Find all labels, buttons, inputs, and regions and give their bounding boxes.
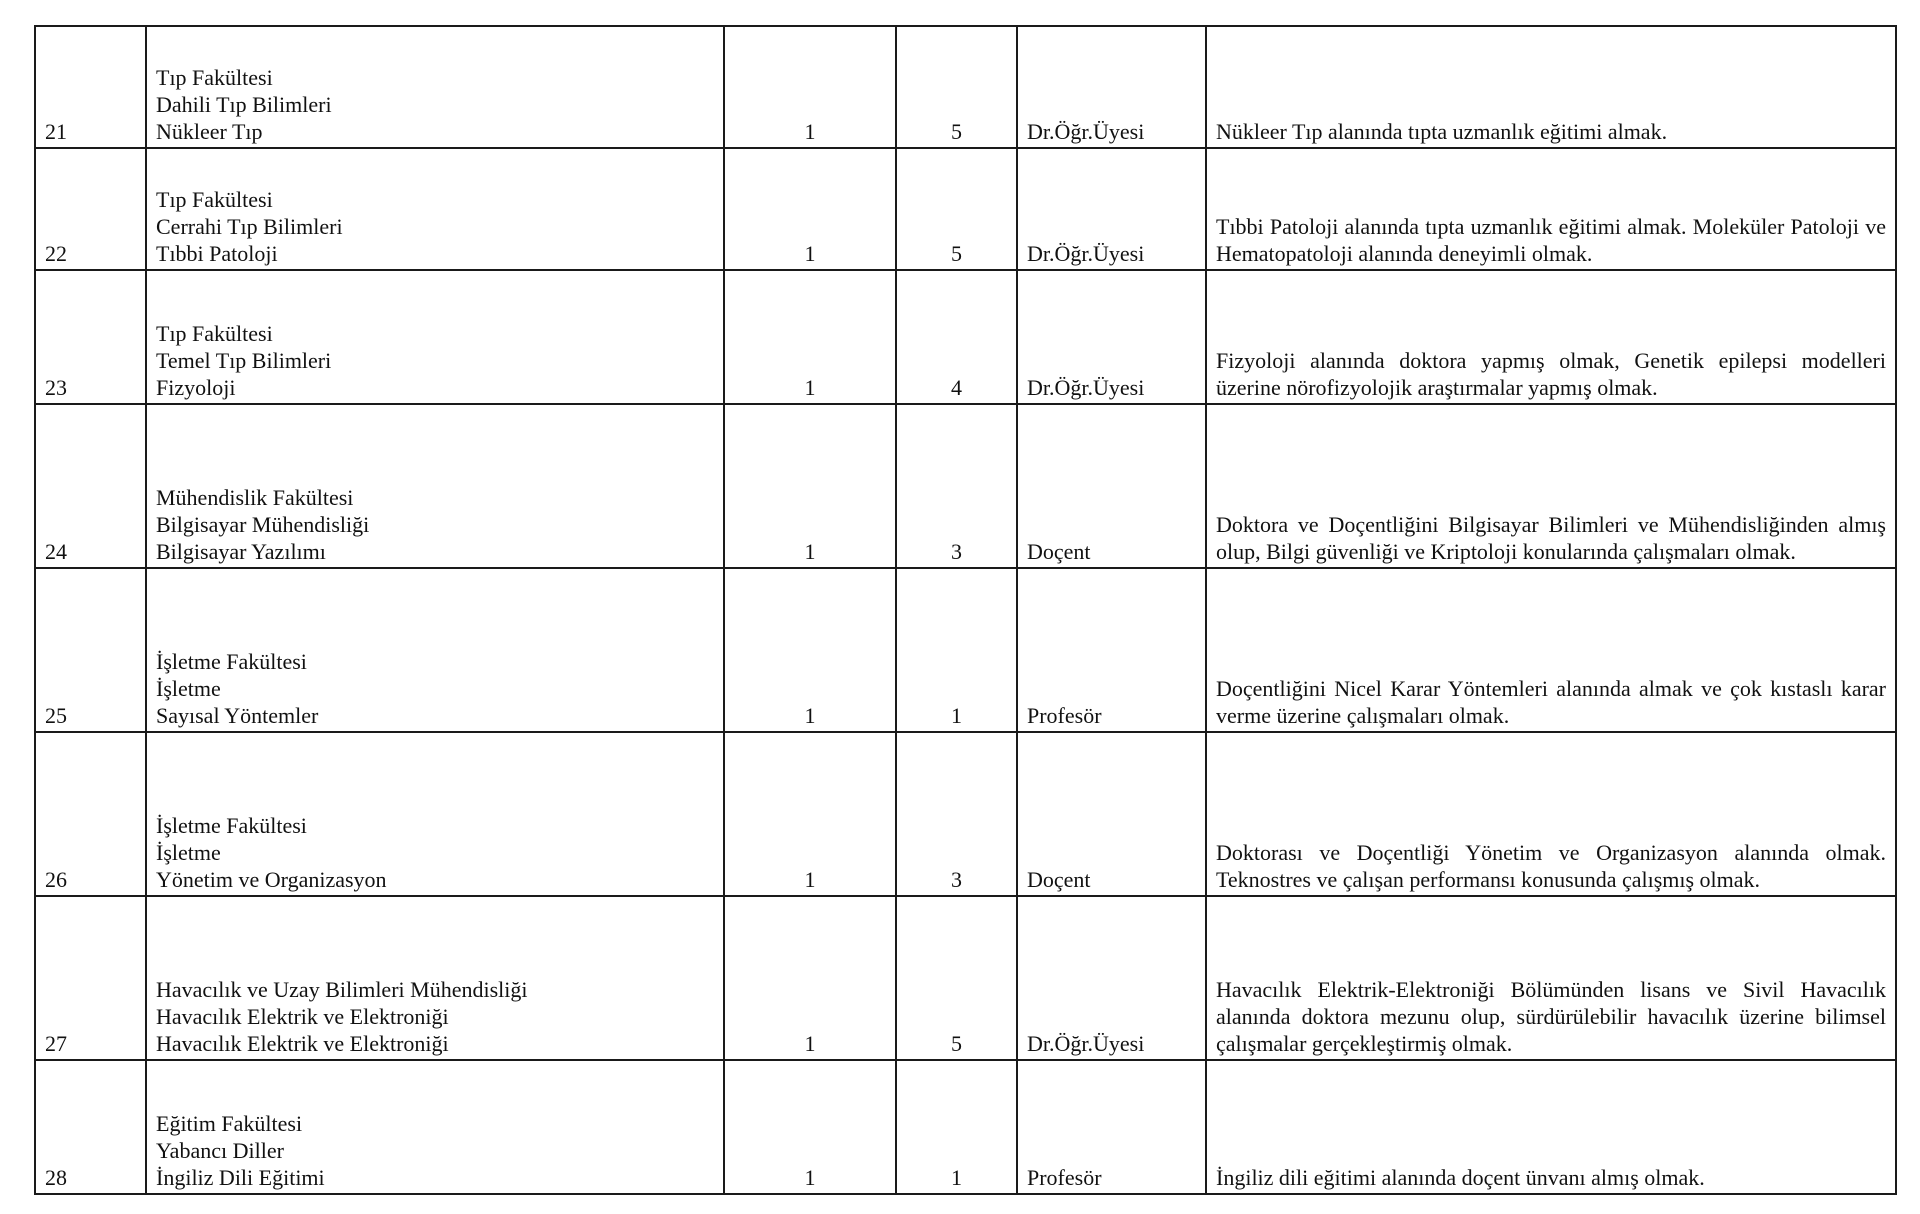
table-row (35, 26, 1896, 148)
table-row (35, 404, 1896, 568)
program-name: Yönetim ve Organizasyon (156, 867, 387, 892)
table-row (35, 1060, 1896, 1194)
department-name: Havacılık Elektrik ve Elektroniği (156, 1004, 449, 1029)
department-name: Cerrahi Tıp Bilimleri (156, 214, 343, 239)
academic-title: Dr.Öğr.Üyesi (1017, 896, 1206, 1060)
faculty-name: Tıp Fakültesi (156, 187, 273, 212)
academic-title: Dr.Öğr.Üyesi (1017, 148, 1206, 270)
row-number: 25 (35, 568, 146, 732)
academic-title: Doçent (1017, 404, 1206, 568)
unit-cell (146, 148, 724, 270)
requirement-text: Fizyoloji alanında doktora yapmış olmak, Genetik epilepsi modelleri üzerine nörofizyolojik araştırmalar yapmış olmak. (1206, 270, 1896, 404)
academic-title: Profesör (1017, 1060, 1206, 1194)
table-row (35, 270, 1896, 404)
requirement-text: Doktorası ve Doçentliği Yönetim ve Organizasyon alanında olmak. Teknostres ve çalışan performansı konusunda çalışmış olmak. (1206, 732, 1896, 896)
table-row (35, 896, 1896, 1060)
unit-cell (146, 568, 724, 732)
row-number: 24 (35, 404, 146, 568)
staff-degree: 5 (896, 26, 1017, 148)
table-row (35, 732, 1896, 896)
academic-title: Doçent (1017, 732, 1206, 896)
program-name: Fizyoloji (156, 375, 236, 400)
unit-cell (146, 26, 724, 148)
requirement-text: Nükleer Tıp alanında tıpta uzmanlık eğitimi almak. (1206, 26, 1896, 148)
staff-degree: 1 (896, 568, 1017, 732)
position-count: 1 (724, 1060, 896, 1194)
row-number: 21 (35, 26, 146, 148)
faculty-name: İşletme Fakültesi (156, 649, 307, 674)
faculty-name: Havacılık ve Uzay Bilimleri Mühendisliği (156, 977, 528, 1002)
program-name: Havacılık Elektrik ve Elektroniği (156, 1031, 449, 1056)
academic-title: Dr.Öğr.Üyesi (1017, 26, 1206, 148)
unit-cell (146, 732, 724, 896)
program-name: Nükleer Tıp (156, 119, 263, 144)
positions-table (34, 25, 1897, 1195)
faculty-name: Tıp Fakültesi (156, 65, 273, 90)
position-count: 1 (724, 270, 896, 404)
department-name: Temel Tıp Bilimleri (156, 348, 332, 373)
unit-cell (146, 404, 724, 568)
faculty-name: Mühendislik Fakültesi (156, 485, 354, 510)
department-name: Yabancı Diller (156, 1138, 284, 1163)
staff-degree: 3 (896, 404, 1017, 568)
program-name: Tıbbi Patoloji (156, 241, 278, 266)
staff-degree: 1 (896, 1060, 1017, 1194)
unit-cell (146, 270, 724, 404)
position-count: 1 (724, 26, 896, 148)
unit-cell (146, 896, 724, 1060)
program-name: Sayısal Yöntemler (156, 703, 319, 728)
staff-degree: 3 (896, 732, 1017, 896)
requirement-text: Doktora ve Doçentliğini Bilgisayar Bilimleri ve Mühendisliğinden almış olup, Bilgi güvenliği ve Kriptoloji konularında çalışmaları olmak. (1206, 404, 1896, 568)
staff-degree: 4 (896, 270, 1017, 404)
program-name: İngiliz Dili Eğitimi (156, 1165, 325, 1190)
department-name: Bilgisayar Mühendisliği (156, 512, 370, 537)
faculty-name: Tıp Fakültesi (156, 321, 273, 346)
department-name: İşletme (156, 676, 221, 701)
staff-degree: 5 (896, 896, 1017, 1060)
requirement-text: Tıbbi Patoloji alanında tıpta uzmanlık eğitimi almak. Moleküler Patoloji ve Hematopatoloji alanında deneyimli olmak. (1206, 148, 1896, 270)
staff-degree: 5 (896, 148, 1017, 270)
requirement-text: İngiliz dili eğitimi alanında doçent ünvanı almış olmak. (1206, 1060, 1896, 1194)
table-row (35, 568, 1896, 732)
row-number: 23 (35, 270, 146, 404)
row-number: 27 (35, 896, 146, 1060)
row-number: 28 (35, 1060, 146, 1194)
unit-cell (146, 1060, 724, 1194)
position-count: 1 (724, 404, 896, 568)
academic-title: Profesör (1017, 568, 1206, 732)
position-count: 1 (724, 568, 896, 732)
academic-title: Dr.Öğr.Üyesi (1017, 270, 1206, 404)
row-number: 26 (35, 732, 146, 896)
department-name: Dahili Tıp Bilimleri (156, 92, 332, 117)
requirement-text: Havacılık Elektrik-Elektroniği Bölümünden lisans ve Sivil Havacılık alanında doktora mezunu olup, sürdürülebilir havacılık üzerine bilimsel çalışmalar gerçekleştirmiş olmak. (1206, 896, 1896, 1060)
table-row (35, 148, 1896, 270)
program-name: Bilgisayar Yazılımı (156, 539, 326, 564)
faculty-name: İşletme Fakültesi (156, 813, 307, 838)
position-count: 1 (724, 896, 896, 1060)
requirement-text: Doçentliğini Nicel Karar Yöntemleri alanında almak ve çok kıstaslı karar verme üzerine çalışmaları olmak. (1206, 568, 1896, 732)
row-number: 22 (35, 148, 146, 270)
position-count: 1 (724, 732, 896, 896)
department-name: İşletme (156, 840, 221, 865)
faculty-name: Eğitim Fakültesi (156, 1111, 303, 1136)
position-count: 1 (724, 148, 896, 270)
